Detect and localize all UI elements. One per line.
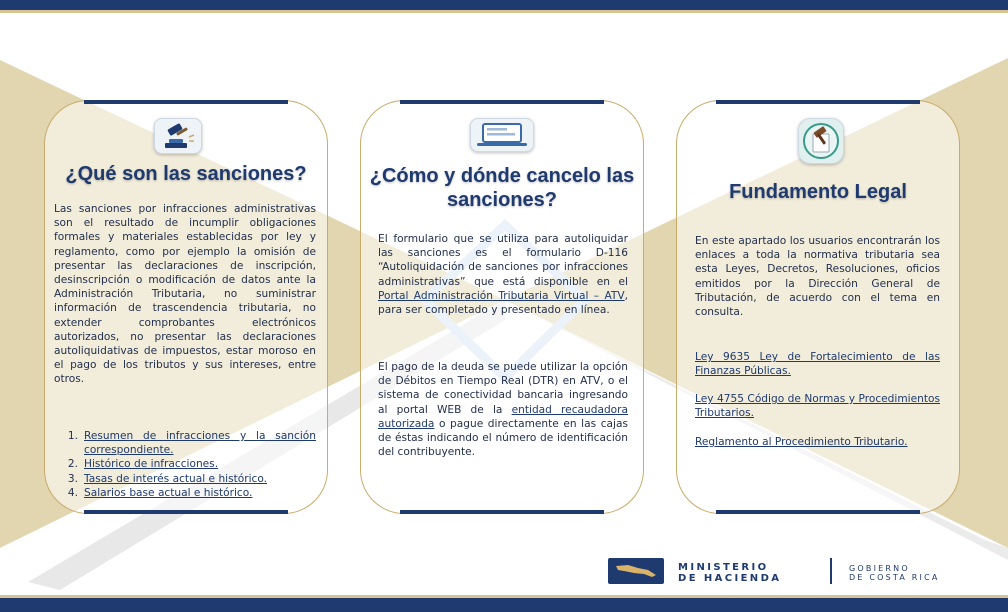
paragraph-text: El formulario que se utiliza para autoliquidar las sanciones es el formulario D-116 “Autoliquidación de sanciones por infracciones administrativas” que está disponible en el — [378, 233, 628, 288]
paragraph-text: o pague directamente en las cajas de éstas indicando el número de identificación del contribuyente. — [378, 417, 628, 459]
list-item — [66, 486, 316, 500]
paragraph-text: El pago de la deuda se puede utilizar la opción de Débitos en Tiempo Real (DTR) en ATV, o el sistema de conectividad bancaria ingresando al portal WEB de la — [378, 361, 628, 416]
list-item-number: 3. — [67, 472, 78, 485]
card-sanciones-title: ¿Qué son las sanciones? — [65, 163, 307, 185]
list-item-number: 1. — [67, 430, 78, 442]
laptop-icon — [470, 118, 534, 152]
link-resumen-infracciones[interactable]: Resumen de infracciones y la sanción correspondiente. — [84, 430, 316, 457]
bottom-navy-bar — [0, 598, 1008, 612]
gobierno-line-1: GOBIERNO — [849, 564, 910, 573]
card-sanciones-bottom-line — [84, 510, 288, 514]
link-salarios-base[interactable]: Salarios base actual e histórico. — [84, 486, 253, 499]
card-fundamento-legal-bottom-line — [716, 510, 920, 514]
card-sanciones-body: Las sanciones por infracciones administrativas son el resultado de incumplir obligaciones formales y materiales establecidas por ley y reglamento, como por ejemplo la omisión de presentar las declaraciones de inscripción, desinscripción o modificación de datos ante la Administración Tributaria, no suministrar información de trascendencia tributaria, no extender comprobantes electrónicos autorizados, no presentar las declaraciones autoliquidativas de impuestos, estar moroso en el pago de los tributos y sus intereses, entre otros. — [54, 203, 316, 386]
link-historico-infracciones[interactable]: Histórico de infracciones. — [84, 458, 219, 471]
list-item-number: 2. — [67, 458, 78, 471]
card-como-cancelar-bottom-line — [400, 510, 604, 514]
card-como-cancelar-title: ¿Cómo y dónde cancelo las sanciones? — [369, 165, 635, 211]
list-item-number: 4. — [67, 486, 78, 499]
gavel-icon — [154, 118, 202, 154]
legal-document-icon — [798, 118, 844, 164]
link-portal-atv[interactable]: Portal Administración Tributaria Virtual – ATV — [378, 289, 625, 302]
card-fundamento-legal-top-line — [716, 100, 920, 104]
paragraph-text: , para ser completado y presentado en línea. — [378, 289, 628, 317]
top-navy-bar — [0, 0, 1008, 10]
ministerio-line-2: DE HACIENDA — [678, 573, 782, 584]
card-fundamento-legal-body: En este apartado los usuarios encontrarán los enlaces a toda la normativa tributaria sea esta Leyes, Decretos, Resoluciones, oficios emitidos por la Dirección General de Tributación, de acuerdo con el tema en consulta. — [695, 235, 940, 319]
sanciones-links-list — [66, 429, 316, 500]
top-gold-stripe — [0, 10, 1008, 13]
card-como-cancelar-top-line — [400, 100, 604, 104]
gobierno-costa-rica-label — [849, 564, 940, 582]
gobierno-line-2: DE COSTA RICA — [849, 573, 940, 582]
link-ley-9635[interactable]: Ley 9635 Ley de Fortalecimiento de las Finanzas Públicas. — [695, 351, 940, 378]
link-entidad-recaudadora[interactable]: entidad recaudadora autorizada — [378, 403, 628, 430]
list-item — [66, 429, 316, 457]
link-ley-4755[interactable]: Ley 4755 Código de Normas y Procedimientos Tributarios. — [695, 393, 940, 420]
list-item — [66, 472, 316, 486]
list-item — [66, 457, 316, 471]
link-tasas-interes[interactable]: Tasas de interés actual e histórico. — [84, 472, 268, 485]
card-como-cancelar-paragraph-1 — [378, 232, 628, 317]
card-fundamento-legal-title: Fundamento Legal — [729, 181, 907, 203]
card-como-cancelar-paragraph-2 — [378, 360, 628, 459]
ministerio-line-1: MINISTERIO — [678, 562, 769, 573]
card-sanciones-top-line — [84, 100, 288, 104]
footer-separator — [830, 558, 832, 584]
link-reglamento-procedimiento[interactable]: Reglamento al Procedimiento Tributario. — [695, 436, 908, 448]
ministerio-hacienda-label — [678, 562, 781, 584]
hacienda-logo-icon — [608, 558, 664, 584]
